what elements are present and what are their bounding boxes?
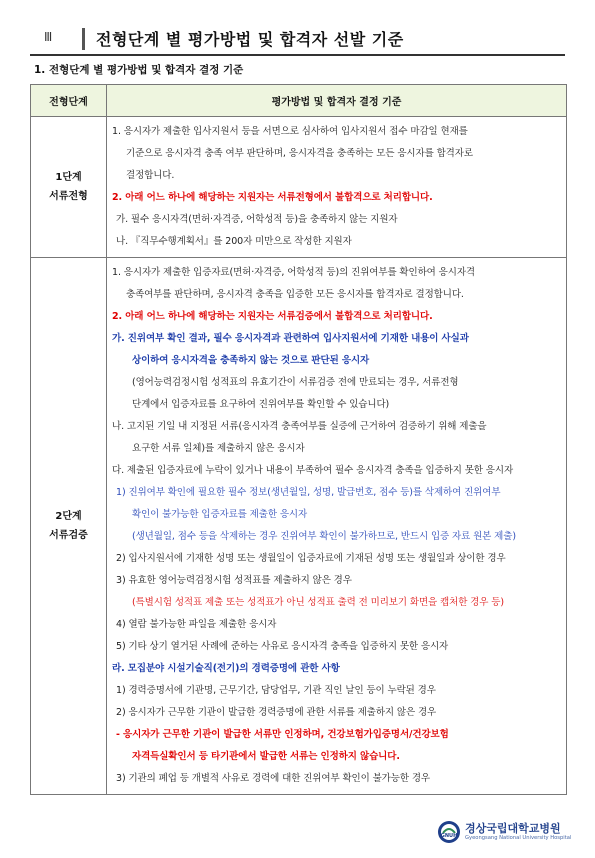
stage2-line: 5) 기타 상기 열거된 사례에 준하는 사유로 응시자격 충족을 입증하지 못한 응시자 <box>116 641 449 652</box>
section-underline <box>30 54 565 56</box>
section-divider-bar <box>82 28 85 50</box>
stage1-line: 결정합니다. <box>126 170 175 181</box>
stage2-line-note: (생년월일, 점수 등을 삭제하는 경우 진위여부 확인이 불가하므로, 반드시 입증 자료 원본 제출) <box>132 531 516 542</box>
section-header <box>30 24 565 54</box>
table-row-stage2 <box>31 258 567 795</box>
stage2-line: 1) 경력증명서에 기관명, 근무기간, 담당업무, 기관 직인 날인 등이 누락된 경우 <box>116 685 436 696</box>
stage1-line: 기준으로 응시자격 충족 여부 판단하며, 응시자격을 충족하는 모든 응시자를 합격자로 <box>126 148 473 159</box>
stage2-disqualify-rule: - 응시자가 근무한 기관이 발급한 서류만 인정하며, 건강보험가입증명서/건강보험 <box>116 729 449 740</box>
stage1-name-line1: 1단계 <box>55 172 82 183</box>
stage2-line: 3) 유효한 영어능력검정시험 성적표를 제출하지 않은 경우 <box>116 575 352 586</box>
stage2-line-emphasis: 라. 모집분야 시설기술직(전기)의 경력증명에 관한 사항 <box>112 663 340 674</box>
section-number: Ⅲ <box>44 30 53 44</box>
stage1-line: 나. 『직무수행계획서』를 200자 미만으로 작성한 지원자 <box>116 236 352 247</box>
stage2-line-emphasis: 상이하여 응시자격을 충족하지 않는 것으로 판단된 응시자 <box>132 355 370 366</box>
stage2-line: 2) 입사지원서에 기재한 성명 또는 생월일이 입증자료에 기재된 성명 또는 생월일과 상이한 경우 <box>116 553 506 564</box>
stage1-name-line2: 서류전형 <box>49 191 88 202</box>
stage2-label <box>31 258 107 795</box>
stage2-line: 4) 열람 불가능한 파일을 제출한 응시자 <box>116 619 277 630</box>
stage2-line: 충족여부를 판단하며, 응시자격 충족을 입증한 모든 응시자를 합격자로 결정합니다. <box>126 289 464 300</box>
stage2-line: 3) 기관의 폐업 등 개별적 사유로 경력에 대한 진위여부 확인이 불가능한 경우 <box>116 773 430 784</box>
gnuh-logo-icon <box>437 820 461 844</box>
stage2-disqualify-rule: 자격득실확인서 등 타기관에서 발급한 서류는 인정하지 않습니다. <box>132 751 400 762</box>
section-title: 전형단계 별 평가방법 및 합격자 선발 기준 <box>96 30 404 49</box>
stage2-line: 나. 고지된 기일 내 지정된 서류(응시자격 충족여부를 실증에 근거하여 검증하기 위해 제출을 <box>112 421 487 432</box>
subsection-title: 1. 전형단계 별 평가방법 및 합격자 결정 기준 <box>34 64 244 76</box>
stage2-criteria <box>107 258 567 795</box>
stage2-line: 다. 제출된 입증자료에 누락이 있거나 내용이 부족하여 필수 응시자격 충족을 입증하지 못한 응시자 <box>112 465 514 476</box>
stage2-name-line1: 2단계 <box>55 511 82 522</box>
table-header-row <box>31 85 567 117</box>
stage1-line: 1. 응시자가 제출한 입사지원서 등을 서면으로 심사하여 입사지원서 접수 마감일 현재를 <box>112 126 468 137</box>
stage2-disqualify-rule: 2. 아래 어느 하나에 해당하는 지원자는 서류검증에서 불합격으로 처리합니다. <box>112 311 433 322</box>
stage2-name-line2: 서류검증 <box>49 530 88 541</box>
stage1-label <box>31 117 107 258</box>
stage2-line-note: 1) 진위여부 확인에 필요한 필수 정보(생년월일, 성명, 발급번호, 점수 등)를 삭제하여 진위여부 <box>116 487 501 498</box>
stage2-line: 요구한 서류 일체)를 제출하지 않은 응시자 <box>132 443 305 454</box>
header-criteria: 평가방법 및 합격자 결정 기준 <box>107 85 567 117</box>
stage1-criteria <box>107 117 567 258</box>
header-stage: 전형단계 <box>31 85 107 117</box>
stage2-line: 1. 응시자가 제출한 입증자료(면허·자격증, 어학성적 등)의 진위여부를 확인하여 응시자격 <box>112 267 475 278</box>
table-row-stage1 <box>31 117 567 258</box>
stage2-line: (영어능력검정시험 성적표의 유효기간이 서류검증 전에 만료되는 경우, 서류전형 <box>132 377 459 388</box>
stage1-disqualify-rule: 2. 아래 어느 하나에 해당하는 지원자는 서류전형에서 불합격으로 처리합니다. <box>112 192 433 203</box>
logo-abbr: GNUH <box>440 833 458 839</box>
stage1-line: 가. 필수 응시자격(면허·자격증, 어학성적 등)을 충족하지 않는 지원자 <box>116 214 398 225</box>
evaluation-criteria-table <box>30 84 567 795</box>
stage2-line-note: 확인이 불가능한 입증자료를 제출한 응시자 <box>132 509 308 520</box>
org-name-english: Gyeongsang National University Hospital <box>465 835 572 841</box>
hospital-logo <box>437 818 572 846</box>
org-name-korean: 경상국립대학교병원 <box>465 822 561 835</box>
stage2-line-emphasis: 가. 진위여부 확인 결과, 필수 응시자격과 관련하여 입사지원서에 기재한 내용이 사실과 <box>112 333 469 344</box>
stage2-line-note: (특별시험 성적표 제출 또는 성적표가 아닌 성적표 출력 전 미리보기 화면을 캡처한 경우 등) <box>132 597 504 608</box>
stage2-line: 단계에서 입증자료를 요구하여 진위여부를 확인할 수 있습니다) <box>132 399 390 410</box>
stage2-line: 2) 응시자가 근무한 기관이 발급한 경력증명에 관한 서류를 제출하지 않은 경우 <box>116 707 437 718</box>
